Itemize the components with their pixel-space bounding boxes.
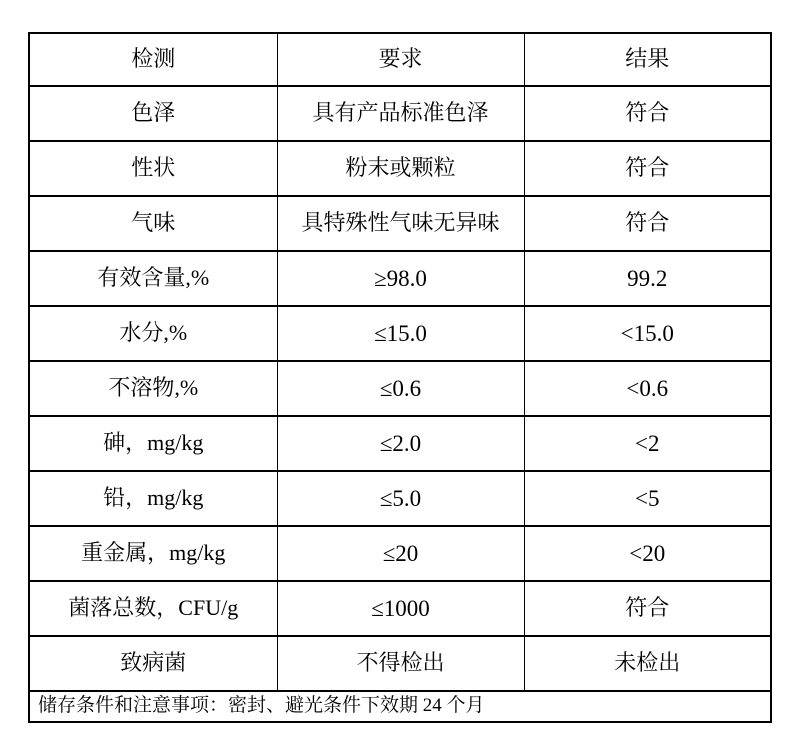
table-row-arsenic: [29, 416, 771, 471]
result-cell: <20: [524, 526, 771, 581]
table-footer-row: [29, 691, 771, 722]
result-cell: 符合: [524, 141, 771, 196]
table-row-insolubles: [29, 361, 771, 416]
table-row-heavy-metals: [29, 526, 771, 581]
result-cell: <2: [524, 416, 771, 471]
item-cell: 色泽: [29, 86, 277, 141]
table-row-total-plate-count: [29, 581, 771, 636]
result-cell: 未检出: [524, 636, 771, 691]
requirement-cell: ≤20: [277, 526, 524, 581]
result-cell: 符合: [524, 196, 771, 251]
requirement-cell: 具特殊性气味无异味: [277, 196, 524, 251]
item-cell: 水分,%: [29, 306, 277, 361]
requirement-cell: ≤1000: [277, 581, 524, 636]
item-cell: 铅，mg/kg: [29, 471, 277, 526]
item-cell: 气味: [29, 196, 277, 251]
result-cell: 99.2: [524, 251, 771, 306]
requirement-cell: ≤15.0: [277, 306, 524, 361]
requirement-cell: ≤5.0: [277, 471, 524, 526]
item-cell: 菌落总数，CFU/g: [29, 581, 277, 636]
table-row-pathogens: [29, 636, 771, 691]
requirement-cell: 具有产品标准色泽: [277, 86, 524, 141]
requirement-cell: ≤0.6: [277, 361, 524, 416]
item-cell: 砷，mg/kg: [29, 416, 277, 471]
col-header-requirement: 要求: [277, 33, 524, 86]
col-header-result: 结果: [524, 33, 771, 86]
item-cell: 有效含量,%: [29, 251, 277, 306]
col-header-test: 检测: [29, 33, 277, 86]
inspection-table: [28, 32, 772, 723]
table-row-active-content: [29, 251, 771, 306]
table-row-lead: [29, 471, 771, 526]
item-cell: 重金属，mg/kg: [29, 526, 277, 581]
table-row-moisture: [29, 306, 771, 361]
requirement-cell: ≤2.0: [277, 416, 524, 471]
item-cell: 不溶物,%: [29, 361, 277, 416]
item-cell: 致病菌: [29, 636, 277, 691]
requirement-cell: 不得检出: [277, 636, 524, 691]
table-row-odor: [29, 196, 771, 251]
requirement-cell: 粉末或颗粒: [277, 141, 524, 196]
requirement-cell: ≥98.0: [277, 251, 524, 306]
result-cell: <5: [524, 471, 771, 526]
storage-conditions-note: 储存条件和注意事项：密封、避光条件下效期 24 个月: [29, 691, 771, 722]
result-cell: 符合: [524, 86, 771, 141]
result-cell: 符合: [524, 581, 771, 636]
item-cell: 性状: [29, 141, 277, 196]
table-row-appearance: [29, 141, 771, 196]
table-header-row: [29, 33, 771, 86]
result-cell: <15.0: [524, 306, 771, 361]
result-cell: <0.6: [524, 361, 771, 416]
table-row-color: [29, 86, 771, 141]
